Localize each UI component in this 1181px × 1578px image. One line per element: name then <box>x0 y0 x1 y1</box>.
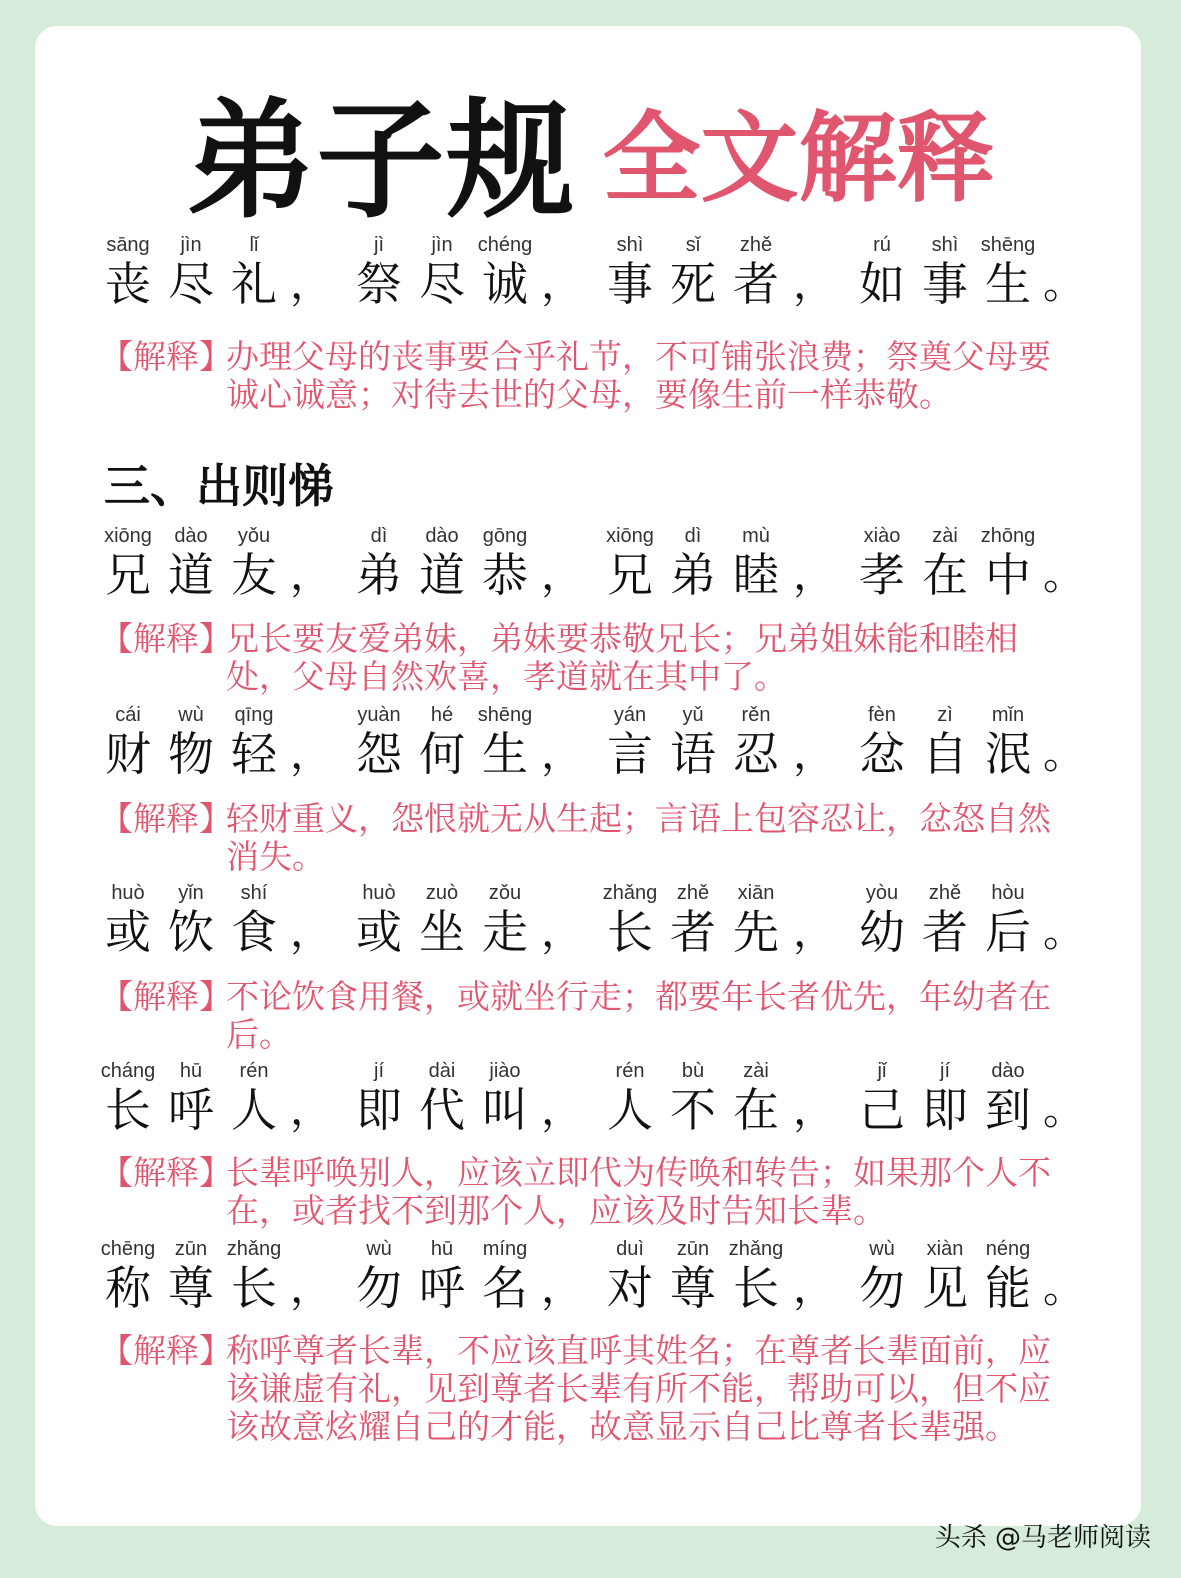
explanation-text: 兄长要友爱弟妹，弟妹要恭敬兄长；兄弟姐妹能和睦相处，父母自然欢喜，孝道就在其中了。 <box>226 619 1018 696</box>
verse-line <box>0 882 1181 972</box>
verse-line <box>0 1238 1181 1328</box>
title-sub: 全文解释 <box>602 101 995 216</box>
hanzi: 言 <box>607 727 653 781</box>
punctuation: ， <box>290 1263 333 1312</box>
footer-watermark: 头杀 @马老师阅读 <box>934 1523 1151 1553</box>
hanzi: 后 <box>985 905 1031 959</box>
hanzi: 事 <box>607 257 653 311</box>
explanation-label: 【解释】 <box>100 1153 232 1192</box>
section-heading: 三、出则悌 <box>104 459 334 513</box>
pinyin: zì <box>937 704 953 726</box>
punctuation: ， <box>541 907 584 956</box>
pinyin: zhě <box>928 882 962 904</box>
hanzi: 在 <box>733 1083 779 1137</box>
punctuation: ， <box>793 259 836 308</box>
punctuation: 。 <box>1043 550 1086 599</box>
pinyin: cháng <box>100 1060 156 1082</box>
punctuation: 。 <box>1043 729 1086 778</box>
pinyin: jǐ <box>877 1060 887 1082</box>
hanzi: 勿 <box>859 1261 905 1315</box>
hanzi: 长 <box>607 905 653 959</box>
explanation-label: 【解释】 <box>100 799 232 838</box>
pinyin: shēng <box>477 704 533 726</box>
hanzi: 死 <box>670 257 716 311</box>
explanation-text: 称呼尊者长辈，不应该直呼其姓名；在尊者长辈面前，应该谦虚有礼，见到尊者长辈有所不能，帮助可以，但不应该故意炫耀自己的才能，故意显示自己比尊者长辈强。 <box>226 1331 1051 1446</box>
pinyin: hé <box>430 704 454 726</box>
pinyin: fèn <box>868 704 896 726</box>
verse-line <box>0 234 1181 324</box>
pinyin: hū <box>430 1238 454 1260</box>
hanzi: 坐 <box>419 905 465 959</box>
hanzi: 叫 <box>482 1083 528 1137</box>
punctuation: ， <box>793 907 836 956</box>
punctuation: ， <box>541 1263 584 1312</box>
pinyin: xiōng <box>606 525 654 547</box>
pinyin: shí <box>240 882 268 904</box>
punctuation: ， <box>793 550 836 599</box>
pinyin: zhǎng <box>602 882 658 904</box>
hanzi: 尊 <box>670 1261 716 1315</box>
pinyin: rěn <box>741 704 771 726</box>
pinyin: jìn <box>180 234 202 256</box>
hanzi: 弟 <box>356 548 402 602</box>
hanzi: 不 <box>670 1083 716 1137</box>
hanzi: 泯 <box>985 727 1031 781</box>
pinyin: shì <box>616 234 644 256</box>
pinyin: rén <box>239 1060 269 1082</box>
hanzi: 食 <box>231 905 277 959</box>
hanzi: 或 <box>356 905 402 959</box>
hanzi: 对 <box>607 1261 653 1315</box>
pinyin: xiān <box>737 882 775 904</box>
punctuation: ， <box>793 1263 836 1312</box>
pinyin: sāng <box>106 234 150 256</box>
pinyin: dì <box>684 525 702 547</box>
explanation-label: 【解释】 <box>100 977 232 1016</box>
punctuation: 。 <box>1043 259 1086 308</box>
pinyin: chéng <box>477 234 533 256</box>
punctuation: ， <box>290 1085 333 1134</box>
punctuation: ， <box>290 550 333 599</box>
explanation-text: 轻财重义，怨恨就无从生起；言语上包容忍让，忿怒自然消失。 <box>226 799 1051 876</box>
pinyin: zhě <box>676 882 710 904</box>
pinyin: yuàn <box>357 704 401 726</box>
hanzi: 即 <box>356 1083 402 1137</box>
hanzi: 勿 <box>356 1261 402 1315</box>
hanzi: 尽 <box>419 257 465 311</box>
explanation-text: 长辈呼唤别人，应该立即代为传唤和转告；如果那个人不在，或者找不到那个人，应该及时告知长辈。 <box>226 1153 1051 1230</box>
hanzi: 饮 <box>168 905 214 959</box>
pinyin: sǐ <box>685 234 701 256</box>
hanzi: 中 <box>985 548 1031 602</box>
pinyin: rén <box>615 1060 645 1082</box>
pinyin: yǔ <box>682 704 704 726</box>
hanzi: 见 <box>922 1261 968 1315</box>
punctuation: ， <box>793 1085 836 1134</box>
verse-line <box>0 1060 1181 1150</box>
hanzi: 己 <box>859 1083 905 1137</box>
pinyin: hòu <box>991 882 1025 904</box>
pinyin: zài <box>932 525 958 547</box>
pinyin: cái <box>115 704 141 726</box>
pinyin: xiàn <box>926 1238 964 1260</box>
pinyin: lǐ <box>249 234 259 256</box>
pinyin: chēng <box>100 1238 156 1260</box>
pinyin: duì <box>616 1238 644 1260</box>
hanzi: 名 <box>482 1261 528 1315</box>
pinyin: huò <box>111 882 145 904</box>
hanzi: 睦 <box>733 548 779 602</box>
hanzi: 事 <box>922 257 968 311</box>
hanzi: 友 <box>231 548 277 602</box>
pinyin: yǒu <box>237 525 271 547</box>
explanation-text: 办理父母的丧事要合乎礼节，不可铺张浪费；祭奠父母要诚心诚意；对待去世的父母，要像生前一样恭敬。 <box>226 337 1051 414</box>
verse-line <box>0 704 1181 794</box>
pinyin: gōng <box>482 525 528 547</box>
pinyin: yòu <box>865 882 899 904</box>
pinyin: bù <box>681 1060 705 1082</box>
pinyin: zhě <box>739 234 773 256</box>
hanzi: 走 <box>482 905 528 959</box>
hanzi: 丧 <box>105 257 151 311</box>
hanzi: 到 <box>985 1083 1031 1137</box>
hanzi: 物 <box>168 727 214 781</box>
hanzi: 在 <box>922 548 968 602</box>
pinyin: yǐn <box>178 882 204 904</box>
pinyin: huò <box>362 882 396 904</box>
hanzi: 生 <box>985 257 1031 311</box>
pinyin: zài <box>743 1060 769 1082</box>
hanzi: 或 <box>105 905 151 959</box>
pinyin: jí <box>374 1060 384 1082</box>
hanzi: 者 <box>733 257 779 311</box>
pinyin: shēng <box>980 234 1036 256</box>
pinyin: xiōng <box>104 525 152 547</box>
pinyin: zuò <box>425 882 459 904</box>
pinyin: rú <box>873 234 891 256</box>
title-main: 弟子规 <box>186 87 577 236</box>
hanzi: 道 <box>419 548 465 602</box>
pinyin: mù <box>742 525 770 547</box>
pinyin: zhōng <box>980 525 1036 547</box>
pinyin: jì <box>374 234 384 256</box>
hanzi: 自 <box>922 727 968 781</box>
hanzi: 代 <box>419 1083 465 1137</box>
hanzi: 即 <box>922 1083 968 1137</box>
pinyin: shì <box>931 234 959 256</box>
explanation-label: 【解释】 <box>100 337 232 376</box>
pinyin: jí <box>940 1060 950 1082</box>
hanzi: 尽 <box>168 257 214 311</box>
pinyin: wù <box>869 1238 895 1260</box>
hanzi: 礼 <box>231 257 277 311</box>
pinyin: zūn <box>174 1238 208 1260</box>
punctuation: ， <box>290 729 333 778</box>
hanzi: 者 <box>670 905 716 959</box>
pinyin: zhǎng <box>728 1238 784 1260</box>
hanzi: 生 <box>482 727 528 781</box>
punctuation: ， <box>290 907 333 956</box>
pinyin: dào <box>991 1060 1025 1082</box>
pinyin: dào <box>174 525 208 547</box>
hanzi: 能 <box>985 1261 1031 1315</box>
hanzi: 祭 <box>356 257 402 311</box>
explanation-label: 【解释】 <box>100 1331 232 1370</box>
pinyin: míng <box>482 1238 528 1260</box>
hanzi: 怨 <box>356 727 402 781</box>
pinyin: xiào <box>863 525 901 547</box>
pinyin: wù <box>366 1238 392 1260</box>
hanzi: 呼 <box>419 1261 465 1315</box>
hanzi: 人 <box>607 1083 653 1137</box>
punctuation: ， <box>541 729 584 778</box>
punctuation: ， <box>541 550 584 599</box>
pinyin: hū <box>179 1060 203 1082</box>
punctuation: 。 <box>1043 1263 1086 1312</box>
pinyin: dào <box>425 525 459 547</box>
pinyin: zūn <box>676 1238 710 1260</box>
hanzi: 长 <box>231 1261 277 1315</box>
hanzi: 忿 <box>859 727 905 781</box>
pinyin: yán <box>613 704 647 726</box>
hanzi: 语 <box>670 727 716 781</box>
pinyin: wù <box>178 704 204 726</box>
pinyin: néng <box>985 1238 1031 1260</box>
hanzi: 长 <box>105 1083 151 1137</box>
punctuation: ， <box>541 1085 584 1134</box>
hanzi: 尊 <box>168 1261 214 1315</box>
hanzi: 如 <box>859 257 905 311</box>
punctuation: ， <box>290 259 333 308</box>
hanzi: 道 <box>168 548 214 602</box>
punctuation: ， <box>541 259 584 308</box>
hanzi: 财 <box>105 727 151 781</box>
verse-line <box>0 525 1181 615</box>
hanzi: 幼 <box>859 905 905 959</box>
pinyin: jìn <box>431 234 453 256</box>
hanzi: 恭 <box>482 548 528 602</box>
punctuation: ， <box>793 729 836 778</box>
hanzi: 轻 <box>231 727 277 781</box>
pinyin: mǐn <box>991 704 1025 726</box>
pinyin: jiào <box>489 1060 521 1082</box>
hanzi: 称 <box>105 1261 151 1315</box>
page-title <box>0 58 1181 242</box>
hanzi: 呼 <box>168 1083 214 1137</box>
explanation-text: 不论饮食用餐，或就坐行走；都要年长者优先，年幼者在后。 <box>226 977 1051 1054</box>
pinyin: zǒu <box>488 882 522 904</box>
pinyin: dài <box>428 1060 456 1082</box>
hanzi: 弟 <box>670 548 716 602</box>
hanzi: 孝 <box>859 548 905 602</box>
hanzi: 何 <box>419 727 465 781</box>
pinyin: zhǎng <box>226 1238 282 1260</box>
hanzi: 者 <box>922 905 968 959</box>
hanzi: 先 <box>733 905 779 959</box>
hanzi: 兄 <box>105 548 151 602</box>
hanzi: 诚 <box>482 257 528 311</box>
explanation-label: 【解释】 <box>100 619 232 658</box>
hanzi: 人 <box>231 1083 277 1137</box>
hanzi: 兄 <box>607 548 653 602</box>
hanzi: 长 <box>733 1261 779 1315</box>
punctuation: 。 <box>1043 907 1086 956</box>
pinyin: dì <box>370 525 388 547</box>
pinyin: qīng <box>234 704 274 726</box>
punctuation: 。 <box>1043 1085 1086 1134</box>
hanzi: 忍 <box>733 727 779 781</box>
